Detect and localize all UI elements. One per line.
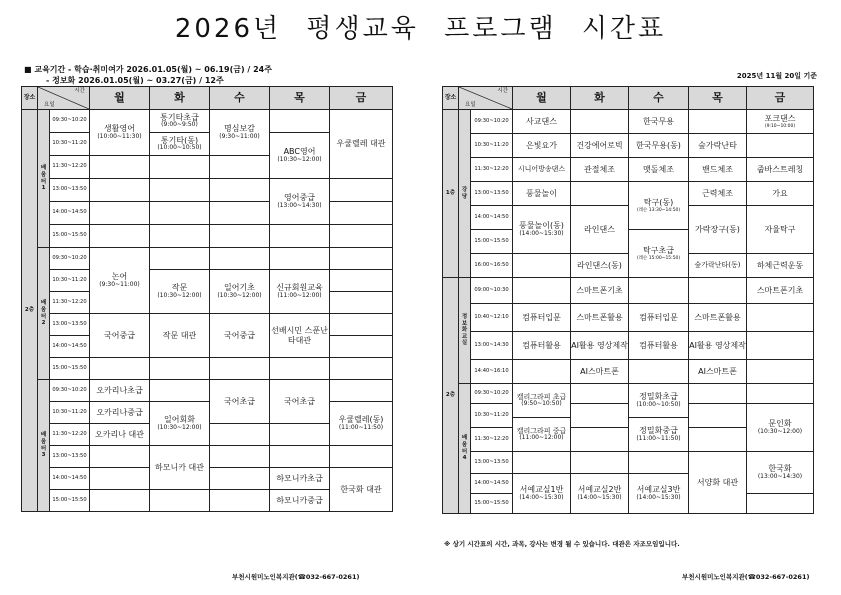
class-cell: 풍물놀이 [513, 182, 571, 206]
header-floor: 장소 [22, 87, 38, 110]
period-line-2: - 정보화 2026.01.05(월) ~ 03.27(금) / 12주 [46, 76, 224, 85]
class-cell: 자율탁구 [747, 206, 814, 254]
class-cell: 컴퓨터입문 [629, 304, 689, 332]
time-slot: 11:30~12:20 [471, 158, 513, 182]
empty-cell [330, 336, 393, 358]
day-header: 수 [629, 87, 689, 110]
time-slot: 10:30~11:20 [471, 404, 513, 428]
class-cell: 가락장구(동) [689, 206, 747, 254]
time-slot: 10:40~12:10 [471, 304, 513, 332]
empty-cell [747, 304, 814, 332]
empty-cell [150, 248, 210, 270]
empty-cell [210, 424, 270, 446]
room-label: 배움터4 [459, 384, 471, 514]
empty-cell [150, 490, 210, 512]
class-cell: AI스마트폰 [689, 360, 747, 384]
class-cell: 오카리나중급 [90, 402, 150, 424]
time-slot: 09:30~10:20 [50, 380, 90, 402]
empty-cell [150, 358, 210, 380]
header-corner [38, 87, 90, 110]
class-cell: 컴퓨터활용 [513, 332, 571, 360]
day-header: 수 [210, 87, 270, 110]
empty-cell [629, 278, 689, 304]
day-header: 월 [513, 87, 571, 110]
class-cell: 선배시민 스푼난타대관 [270, 314, 330, 358]
schedule-note: ※ 상기 시간표의 시간, 과목, 강사는 변경 될 수 있습니다. 대관은 자조모임입니다. [444, 540, 680, 548]
empty-cell [330, 292, 393, 314]
class-cell: 오카리나 대관 [90, 424, 150, 446]
class-cell: 정밀화초급 (10:00~10:50) [629, 384, 689, 418]
time-slot: 09:30~10:20 [50, 248, 90, 270]
class-cell: 하모니카중급 [270, 490, 330, 512]
class-cell: 오카리나초급 [90, 380, 150, 402]
empty-cell [689, 384, 747, 404]
empty-cell [150, 202, 210, 225]
class-cell: AI활용 영상제작 [571, 332, 629, 360]
empty-cell [571, 452, 629, 474]
empty-cell [270, 424, 330, 446]
issue-date: 2025년 11월 20일 기준 [736, 72, 817, 80]
class-cell: 영어중급 (13:00~14:30) [270, 179, 330, 225]
empty-cell [210, 446, 270, 468]
class-cell: AI활용 영상제작 [689, 332, 747, 360]
time-slot: 16:00~16:50 [471, 254, 513, 278]
empty-cell [513, 254, 571, 278]
class-cell: 우쿨렐레(동) (11:00~11:50) [330, 402, 393, 446]
class-cell: 한국무용(동) [629, 134, 689, 158]
empty-cell [330, 270, 393, 292]
class-cell: 일어기초 (10:30~12:00) [210, 270, 270, 314]
class-cell: 근력체조 [689, 182, 747, 206]
time-slot: 15:00~15:50 [471, 494, 513, 514]
empty-cell [747, 360, 814, 384]
empty-cell [747, 494, 814, 514]
empty-cell [150, 179, 210, 202]
class-cell: 캘리그라피 초급 (9:50~10:50) [513, 384, 571, 418]
empty-cell [629, 360, 689, 384]
class-cell: 관절체조 [571, 158, 629, 182]
day-header: 화 [571, 87, 629, 110]
class-cell: 서예교실3반 (14:00~15:30) [629, 474, 689, 514]
room-label: 정보화교실 [459, 278, 471, 384]
class-cell: 생활영어 (10:00~11:30) [90, 110, 150, 156]
class-cell: 스마트폰활용 [689, 304, 747, 332]
period-line-1: ■ 교육기간 - 학습·취미여가 2026.01.05(월) ~ 06.19(금) / 24주 [24, 65, 272, 74]
day-header: 목 [270, 87, 330, 110]
empty-cell [90, 358, 150, 380]
class-cell: 통기타초급 (9:00~9:50) [150, 110, 210, 133]
class-cell: 국어중급 [90, 314, 150, 358]
empty-cell [571, 404, 629, 428]
day-header: 금 [747, 87, 814, 110]
empty-cell [330, 225, 393, 248]
room-label: 배움터1 [38, 110, 50, 248]
class-cell: 명심보감 (9:30~11:00) [210, 110, 270, 156]
day-header: 월 [90, 87, 150, 110]
time-slot: 15:00~15:50 [50, 490, 90, 512]
room-label: 강당 [459, 110, 471, 278]
class-cell: 스마트폰기초 [747, 278, 814, 304]
empty-cell [210, 248, 270, 270]
class-cell: 한국화 (13:00~14:30) [747, 452, 814, 494]
class-cell: 일어회화 (10:30~12:00) [150, 402, 210, 446]
time-slot: 13:00~13:50 [50, 179, 90, 202]
class-cell: 하모니카초급 [270, 468, 330, 490]
empty-cell [689, 404, 747, 428]
time-slot: 09:30~10:20 [471, 384, 513, 404]
empty-cell [747, 384, 814, 404]
empty-cell [747, 332, 814, 360]
time-slot: 09:30~10:20 [471, 110, 513, 134]
empty-cell [513, 360, 571, 384]
empty-cell [571, 182, 629, 206]
empty-cell [90, 490, 150, 512]
empty-cell [571, 384, 629, 404]
header-weekday: 요일 [44, 101, 55, 108]
time-slot: 10:30~11:20 [50, 270, 90, 292]
class-cell: 한국무용 [629, 110, 689, 134]
empty-cell [330, 380, 393, 402]
empty-cell [571, 428, 629, 452]
empty-cell [270, 446, 330, 468]
time-slot: 11:30~12:20 [50, 292, 90, 314]
empty-cell [330, 358, 393, 380]
class-cell: 스마트폰활용 [571, 304, 629, 332]
time-slot: 10:30~11:20 [50, 402, 90, 424]
class-cell: 숲가락난타(동) [689, 254, 747, 278]
time-slot: 09:00~10:30 [471, 278, 513, 304]
class-cell: 통기타(동) (10:00~10:50) [150, 133, 210, 156]
time-slot: 10:30~11:20 [50, 133, 90, 156]
time-slot: 14:00~14:50 [50, 202, 90, 225]
empty-cell [90, 179, 150, 202]
class-cell: 서예교실2반 (14:00~15:30) [571, 474, 629, 514]
empty-cell [210, 179, 270, 202]
class-cell: 한국화 대관 [330, 468, 393, 512]
time-slot: 11:30~12:20 [50, 424, 90, 446]
empty-cell [689, 428, 747, 452]
class-cell: 국어초급 [210, 380, 270, 424]
empty-cell [90, 468, 150, 490]
class-cell: 건강에어로빅 [571, 134, 629, 158]
empty-cell [210, 225, 270, 248]
day-header: 금 [330, 87, 393, 110]
class-cell: 정밀화중급 (11:00~11:50) [629, 418, 689, 452]
empty-cell [330, 446, 393, 468]
time-slot: 13:00~13:50 [50, 446, 90, 468]
class-cell: 풍물놀이(동) (14:00~15:30) [513, 206, 571, 254]
header-corner [459, 87, 513, 110]
empty-cell [90, 156, 150, 179]
page-title: 2026년 평생교육 프로그램 시간표 [174, 14, 667, 44]
class-cell: 작문 대관 [150, 314, 210, 358]
empty-cell [210, 468, 270, 490]
class-cell: AI스마트폰 [571, 360, 629, 384]
class-cell: 탁구초급 (레슨 15:00~15:50) [629, 230, 689, 278]
time-slot: 09:30~10:20 [50, 110, 90, 133]
footer-contact-right: 부천시원미노인복지관(☎032-667-0261) [682, 573, 810, 581]
empty-cell [90, 225, 150, 248]
class-cell: 스마트폰기초 [571, 278, 629, 304]
class-cell: 작문 (10:30~12:00) [150, 270, 210, 314]
empty-cell [689, 110, 747, 134]
footer-contact-left: 부천시원미노인복지관(☎032-667-0261) [232, 573, 360, 581]
class-cell: 서양화 대관 [689, 452, 747, 514]
class-cell: 하모니카 대관 [150, 446, 210, 490]
empty-cell [513, 452, 571, 474]
class-cell: 서예교실1반 (14:00~15:30) [513, 474, 571, 514]
time-slot: 13:00~13:50 [50, 314, 90, 336]
empty-cell [330, 202, 393, 225]
time-slot: 13:00~13:50 [471, 452, 513, 474]
empty-cell [513, 278, 571, 304]
class-cell: 논어 (9:30~11:00) [90, 248, 150, 314]
room-label: 배움터3 [38, 380, 50, 512]
header-floor: 장소 [443, 87, 459, 110]
day-header: 화 [150, 87, 210, 110]
class-cell: 맷돌체조 [629, 158, 689, 182]
empty-cell [629, 452, 689, 474]
time-slot: 15:00~15:50 [471, 230, 513, 254]
header-weekday: 요일 [465, 101, 476, 108]
class-cell: 컴퓨터입문 [513, 304, 571, 332]
class-cell: 라인댄스 [571, 206, 629, 254]
empty-cell [210, 202, 270, 225]
class-cell: 밴드체조 [689, 158, 747, 182]
time-slot: 11:30~12:20 [471, 428, 513, 452]
time-slot: 15:00~15:50 [50, 358, 90, 380]
empty-cell [689, 278, 747, 304]
empty-cell [150, 380, 210, 402]
empty-cell [330, 248, 393, 270]
class-cell: 줍바스트레칭 [747, 158, 814, 182]
room-label: 배움터2 [38, 248, 50, 380]
class-cell: 라인댄스(동) [571, 254, 629, 278]
empty-cell [571, 110, 629, 134]
floor-label: 2층 [22, 110, 38, 512]
class-cell: 숲가락난타 [689, 134, 747, 158]
empty-cell [210, 156, 270, 179]
time-slot: 10:30~11:20 [471, 134, 513, 158]
class-cell: 국어중급 [210, 314, 270, 358]
day-header: 목 [689, 87, 747, 110]
class-cell: 가요 [747, 182, 814, 206]
empty-cell [330, 179, 393, 202]
class-cell: 포크댄스 (9:10~10:00) [747, 110, 814, 134]
empty-cell [150, 225, 210, 248]
time-slot: 14:40~16:10 [471, 360, 513, 384]
floor-label: 2층 [443, 278, 459, 514]
empty-cell [210, 358, 270, 380]
class-cell: 국어초급 [270, 380, 330, 424]
time-slot: 13:00~14:30 [471, 332, 513, 360]
time-slot: 14:00~14:50 [50, 336, 90, 358]
time-slot: 13:00~13:50 [471, 182, 513, 206]
class-cell: 문인화 (10:30~12:00) [747, 404, 814, 452]
time-slot: 11:30~12:20 [50, 156, 90, 179]
empty-cell [270, 110, 330, 133]
time-slot: 14:00~14:50 [50, 468, 90, 490]
class-cell: 시니어방송댄스 [513, 158, 571, 182]
empty-cell [270, 225, 330, 248]
empty-cell [270, 358, 330, 380]
empty-cell [210, 490, 270, 512]
empty-cell [747, 134, 814, 158]
empty-cell [270, 248, 330, 270]
time-slot: 14:00~14:50 [471, 206, 513, 230]
empty-cell [90, 202, 150, 225]
empty-cell [330, 314, 393, 336]
right-timetable [442, 86, 814, 514]
header-time: 시간 [497, 88, 508, 94]
class-cell: 신규회원교육 (11:00~12:00) [270, 270, 330, 314]
empty-cell [90, 446, 150, 468]
time-slot: 14:00~14:50 [471, 474, 513, 494]
time-slot: 15:00~15:50 [50, 225, 90, 248]
class-cell: 컴퓨터활용 [629, 332, 689, 360]
header-time: 시간 [74, 88, 85, 94]
class-cell: 사교댄스 [513, 110, 571, 134]
class-cell: 우쿨렐레 대관 [330, 110, 393, 179]
class-cell: 탁구(동) (레슨 13:30~14:50) [629, 182, 689, 230]
class-cell: 은빛요가 [513, 134, 571, 158]
floor-label: 1층 [443, 110, 459, 278]
class-cell: 하체근력운동 [747, 254, 814, 278]
left-timetable [21, 86, 393, 512]
class-cell: 캘리그라피 중급 (11:00~12:00) [513, 418, 571, 452]
empty-cell [150, 156, 210, 179]
class-cell: ABC영어 (10:30~12:00) [270, 133, 330, 179]
